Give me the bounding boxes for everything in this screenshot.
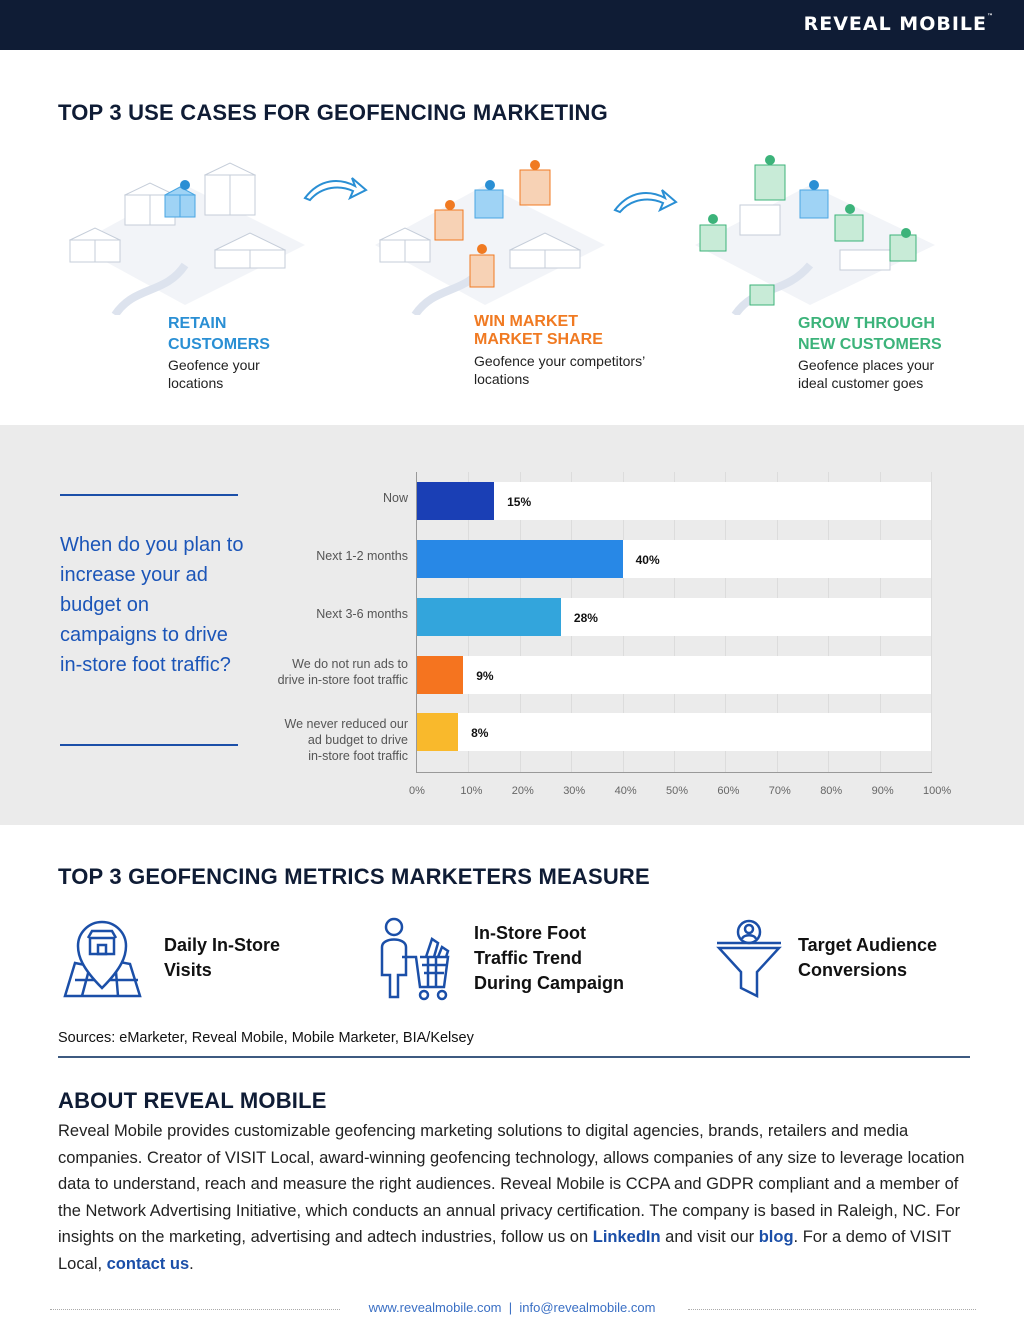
category-label-line: ad budget to drive [307, 733, 408, 747]
metric-line: Visits [164, 960, 212, 980]
grow-customers-illustration-icon [680, 145, 950, 315]
desc-line: Geofence your competitors’ [474, 353, 646, 369]
chart-value-label: 8% [471, 726, 489, 740]
about-title: ABOUT REVEAL MOBILE [58, 1088, 327, 1113]
footer-separator: | [508, 1300, 513, 1315]
use-case-win-desc [474, 352, 645, 388]
chart-category-label [285, 716, 408, 764]
about-text: and visit our [660, 1228, 759, 1246]
chart-x-tick-label: 30% [563, 785, 586, 797]
chart-x-tick-label: 70% [768, 785, 791, 797]
survey-question: When do you plan to increase your ad budget on campaigns to drive in-store foot traffic? [60, 534, 244, 676]
category-label-line: Next 3-6 months [316, 607, 408, 621]
metric-foot-traffic-trend [474, 921, 624, 996]
use-case-grow-desc [798, 356, 934, 392]
chart-bar [417, 598, 561, 636]
chart-y-axis [416, 472, 417, 772]
chart-x-tick-label: 90% [871, 785, 894, 797]
use-case-win-title [474, 313, 603, 349]
chart-x-tick-label: 10% [460, 785, 483, 797]
category-label-line: Next 1-2 months [316, 549, 408, 563]
title-line: RETAIN [168, 315, 227, 332]
about-body [58, 1118, 978, 1277]
brand-logo[interactable] [804, 13, 994, 35]
chart-bar [417, 540, 623, 578]
chart-x-axis [416, 772, 932, 773]
title-line: GROW THROUGH [798, 315, 935, 332]
chart-value-label: 28% [573, 611, 598, 625]
chart-value-label: 9% [476, 669, 494, 683]
header-bar [0, 0, 1024, 50]
chart-x-tick-label: 60% [717, 785, 740, 797]
desc-line: locations [168, 375, 224, 391]
question-rule-bottom [60, 744, 238, 746]
brand-name: REVEAL MOBILE [803, 13, 987, 35]
win-market-illustration-icon [360, 145, 620, 315]
metrics-title: TOP 3 GEOFENCING METRICS MARKETERS MEASURE [58, 864, 650, 889]
website-link[interactable]: www.revealmobile.com [368, 1300, 502, 1315]
category-label-line: in-store foot traffic [308, 749, 408, 763]
title-line: WIN MARKET [474, 313, 578, 330]
title-line: CUSTOMERS [168, 336, 270, 353]
category-label-line: We never reduced our [284, 717, 408, 731]
chart-x-tick-label: 0% [409, 785, 425, 797]
sources-divider [58, 1056, 970, 1058]
metric-line: Daily In-Store [164, 935, 281, 955]
title-line: MARKET SHARE [474, 331, 603, 348]
retain-illustration-icon [55, 145, 325, 315]
chart-value-label: 15% [507, 495, 532, 509]
chart-x-tick-label: 80% [820, 785, 843, 797]
metric-line: Traffic Trend [474, 948, 583, 968]
metric-line: Conversions [798, 960, 908, 980]
chart-bar [417, 713, 458, 751]
desc-line: Geofence places your [798, 357, 935, 373]
chart-category-label [383, 490, 408, 506]
audience-funnel-icon [715, 918, 783, 1000]
title-line: NEW CUSTOMERS [798, 336, 942, 353]
chart-x-tick-label: 40% [614, 785, 637, 797]
about-text: Reveal Mobile provides customizable geofencing marketing solutions to digital agencies, brands, retailers and media companies. Creator of VISIT Local, award-winning geofencing technology, allows companies of any size to leverage location data to understand, reach and measure the right audiences. Reveal Mobile is CCPA and GDPR compliant and a member of the Network Advertising Initiative, which conducts an annual privacy certification. The company is based in Raleigh, NC. For insights on the marketing, advertising and adtech industries, follow us on [58, 1122, 965, 1246]
use-case-grow-title [798, 313, 942, 355]
metric-line: Target Audience [798, 935, 938, 955]
chart-gridline [931, 472, 932, 772]
desc-line: ideal customer goes [798, 375, 924, 391]
shopper-cart-icon [376, 917, 452, 1001]
store-map-pin-icon [60, 918, 144, 1000]
use-case-retain-desc [168, 356, 260, 392]
linkedin-link[interactable]: LinkedIn [592, 1228, 661, 1246]
chart-category-label [278, 656, 408, 688]
use-case-retain-title [168, 313, 270, 355]
blog-link[interactable]: blog [758, 1228, 794, 1246]
sources-note: Sources: eMarketer, Reveal Mobile, Mobile Marketer, BIA/Kelsey [58, 1030, 474, 1046]
metric-line: During Campaign [474, 973, 625, 993]
chart-bar-track [417, 482, 931, 520]
chart-x-tick-label: 100% [923, 785, 952, 797]
arrow-right-icon [610, 180, 680, 220]
category-label-line: drive in-store foot traffic [277, 673, 408, 687]
metric-daily-visits [164, 933, 280, 983]
chart-value-label: 40% [635, 553, 660, 567]
chart-category-label [316, 548, 408, 564]
brand-trademark: ™ [987, 13, 994, 20]
chart-category-label [316, 606, 408, 622]
category-label-line: Now [382, 491, 408, 505]
metric-line: In-Store Foot [474, 923, 586, 943]
email-link[interactable]: info@revealmobile.com [519, 1300, 656, 1315]
category-label-line: We do not run ads to [292, 657, 408, 671]
chart-bar-track [417, 656, 931, 694]
metric-audience-conversions [798, 933, 937, 983]
chart-x-tick-label: 50% [666, 785, 689, 797]
chart-bar [417, 482, 494, 520]
use-cases-title: TOP 3 USE CASES FOR GEOFENCING MARKETING [58, 100, 608, 125]
question-rule-top [60, 494, 238, 496]
chart-bar [417, 656, 463, 694]
desc-line: locations [474, 371, 530, 387]
chart-x-tick-label: 20% [511, 785, 534, 797]
about-text: . For a demo of VISIT Local, [58, 1228, 951, 1273]
footer-contact [0, 1300, 1024, 1315]
chart-bar-track [417, 713, 931, 751]
desc-line: Geofence your [168, 357, 260, 373]
about-text: . [189, 1254, 194, 1273]
contact-us-link[interactable]: contact us [106, 1254, 190, 1273]
